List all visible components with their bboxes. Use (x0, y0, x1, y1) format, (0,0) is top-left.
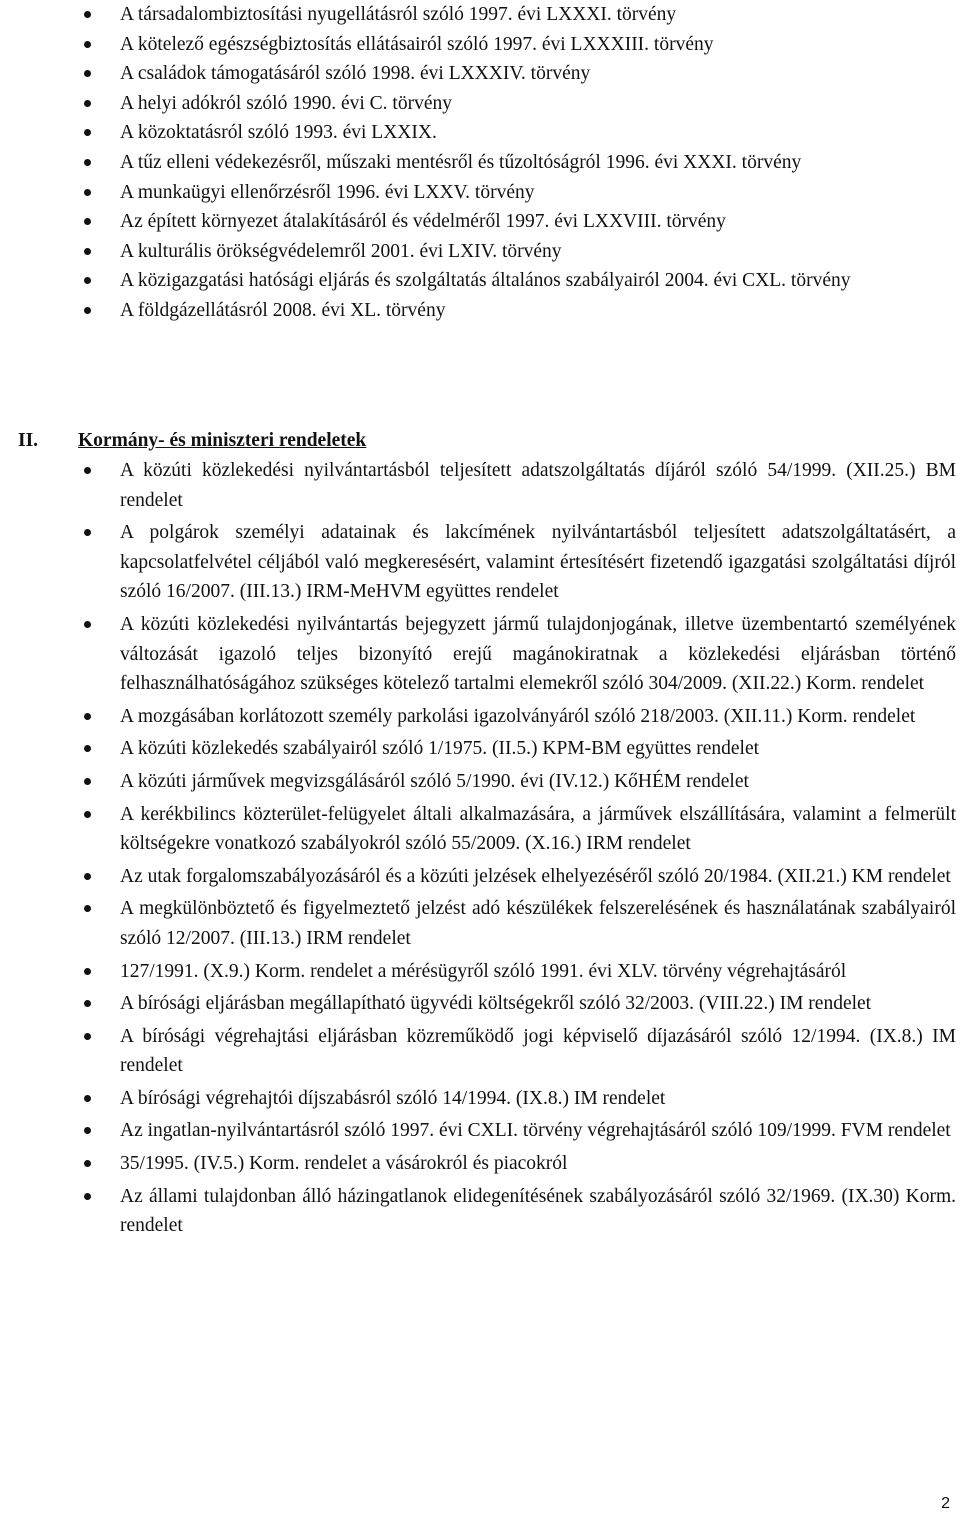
list-item: Az ingatlan-nyilvántartásról szóló 1997. évi CXLI. törvény végrehajtásáról szóló 109/1999. FVM rendelet (0, 1116, 956, 1146)
list-item: A polgárok személyi adatainak és lakcímének nyilvántartásból teljesített adatszolgáltatásért, a kapcsolatfelvétel céljából való megkeresésért, valamint értesítésért fizetendő igazgatási szolgáltatási díjról szóló 16/2007. (III.13.) IRM-MeHVM együttes rendelet (0, 518, 956, 607)
list-item: A mozgásában korlátozott személy parkolási igazolványáról szóló 218/2003. (XII.11.) Korm. rendelet (0, 702, 956, 732)
list-item: A kerékbilincs közterület-felügyelet általi alkalmazására, a járművek elszállítására, valamint a felmerült költségekre vonatkozó szabályokról szóló 55/2009. (X.16.) IRM rendelet (0, 800, 956, 859)
list-item: A bírósági eljárásban megállapítható ügyvédi költségekről szóló 32/2003. (VIII.22.) IM rendelet (0, 989, 956, 1019)
list-item: 35/1995. (IV.5.) Korm. rendelet a vásárokról és piacokról (0, 1149, 956, 1179)
list-item: A helyi adókról szóló 1990. évi C. törvény (0, 89, 956, 119)
list-item: 127/1991. (X.9.) Korm. rendelet a mérésügyről szóló 1991. évi XLV. törvény végrehajtásáról (0, 957, 956, 987)
list-item: Az utak forgalomszabályozásáról és a közúti jelzések elhelyezéséről szóló 20/1984. (XII.21.) KM rendelet (0, 862, 956, 892)
list-item: A közúti járművek megvizsgálásáról szóló 5/1990. évi (IV.12.) KőHÉM rendelet (0, 767, 956, 797)
list-item: A közigazgatási hatósági eljárás és szolgáltatás általános szabályairól 2004. évi CXL. törvény (0, 266, 956, 296)
list-item: A közúti közlekedési nyilvántartásból teljesített adatszolgáltatás díjáról szóló 54/1999. (XII.25.) BM rendelet (0, 456, 956, 515)
list-item: A közúti közlekedési nyilvántartás bejegyzett jármű tulajdonjogának, illetve üzembentartó személyének változását igazoló teljes bizonyító erejű magánokiratnak a közlekedési eljárásban történő felhasználhatóságához szükséges kötelező tartalmi elemekről szóló 304/2009. (XII.22.) Korm. rendelet (0, 610, 956, 699)
list-item: A családok támogatásáról szóló 1998. évi LXXXIV. törvény (0, 59, 956, 89)
list-item: A munkaügyi ellenőrzésről 1996. évi LXXV. törvény (0, 178, 956, 208)
list-item: Az állami tulajdonban álló házingatlanok elidegenítésének szabályozásáról szóló 32/1969. (IX.30) Korm. rendelet (0, 1182, 956, 1241)
list-item: A megkülönböztető és figyelmeztető jelzést adó készülékek felszerelésének és használatának szabályairól szóló 12/2007. (III.13.) IRM rendelet (0, 894, 956, 953)
list-item: A közoktatásról szóló 1993. évi LXXIX. (0, 118, 956, 148)
section-title: Kormány- és miniszteri rendeletek (78, 430, 367, 451)
list-item: A kötelező egészségbiztosítás ellátásairól szóló 1997. évi LXXXIII. törvény (0, 30, 956, 60)
regulations-list (0, 456, 956, 1244)
list-item: Az épített környezet átalakításáról és védelméről 1997. évi LXXVIII. törvény (0, 207, 956, 237)
page-number: 2 (941, 1495, 950, 1512)
list-item: A bírósági végrehajtói díjszabásról szóló 14/1994. (IX.8.) IM rendelet (0, 1084, 956, 1114)
list-item: A társadalombiztosítási nyugellátásról szóló 1997. évi LXXXI. törvény (0, 0, 956, 30)
list-item: A közúti közlekedés szabályairól szóló 1/1975. (II.5.) KPM-BM együttes rendelet (0, 734, 956, 764)
list-item: A földgázellátásról 2008. évi XL. törvény (0, 296, 956, 326)
list-item: A bírósági végrehajtási eljárásban közreműködő jogi képviselő díjazásáról szóló 12/1994. (IX.8.) IM rendelet (0, 1022, 956, 1081)
list-item: A tűz elleni védekezésről, műszaki mentésről és tűzoltóságról 1996. évi XXXI. törvény (0, 148, 956, 178)
list-item: A kulturális örökségvédelemről 2001. évi LXIV. törvény (0, 237, 956, 267)
laws-list (0, 0, 956, 326)
section-number: II. (18, 430, 39, 451)
